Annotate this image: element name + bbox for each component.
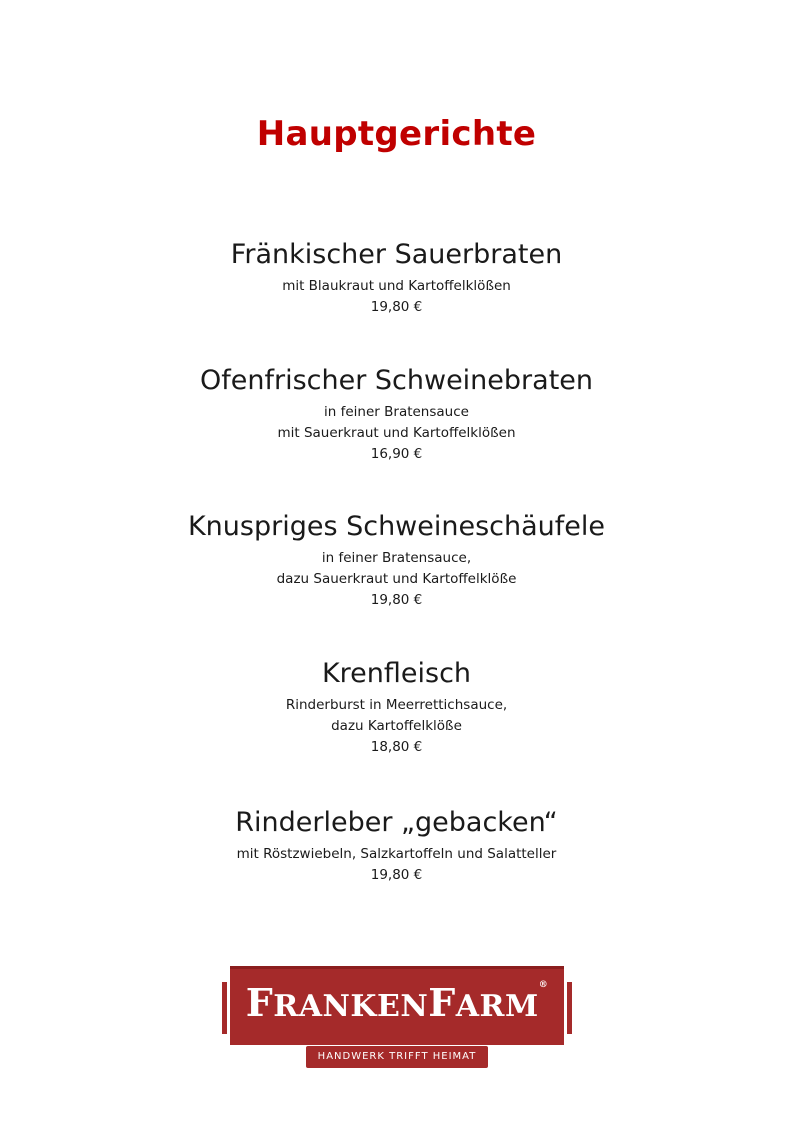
dish-item (0, 510, 793, 611)
dish-price: 19,80 € (370, 867, 423, 883)
dish-description: mit Blaukraut und Kartoffelklößen (282, 278, 511, 294)
dish-price: 18,80 € (370, 739, 423, 755)
dish-description: in feiner Bratensauce, (321, 550, 472, 566)
dish-name: Krenfleisch (321, 658, 472, 689)
dish-item (0, 364, 793, 465)
dish-description: dazu Sauerkraut und Kartoffelklöße (276, 571, 517, 587)
logo-wordmark: FRANKENFARM® (245, 980, 549, 1025)
dish-description: mit Sauerkraut und Kartoffelklößen (277, 425, 516, 441)
dish-price: 19,80 € (370, 592, 423, 608)
logo-tagline: HANDWERK TRIFFT HEIMAT (306, 1046, 488, 1068)
dish-item (0, 657, 793, 758)
dish-name: Rinderleber „gebacken“ (235, 807, 558, 838)
dish-description: in feiner Bratensauce (324, 404, 469, 420)
dish-item (0, 806, 793, 886)
dish-description: Rinderburst in Meerrettichsauce, (285, 697, 508, 713)
dish-description: mit Röstzwiebeln, Salzkartoffeln und Salatteller (236, 846, 557, 862)
dish-item (0, 238, 793, 318)
dish-description: dazu Kartoffelklöße (331, 718, 462, 734)
dish-name: Fränkischer Sauerbraten (230, 239, 563, 270)
dish-price: 19,80 € (370, 299, 423, 315)
dish-name: Ofenfrischer Schweinebraten (199, 365, 594, 396)
frankenfarm-logo (222, 966, 572, 1070)
dish-price: 16,90 € (370, 446, 423, 462)
page-title: Hauptgerichte (256, 114, 537, 154)
dish-name: Knuspriges Schweineschäufele (187, 511, 606, 542)
